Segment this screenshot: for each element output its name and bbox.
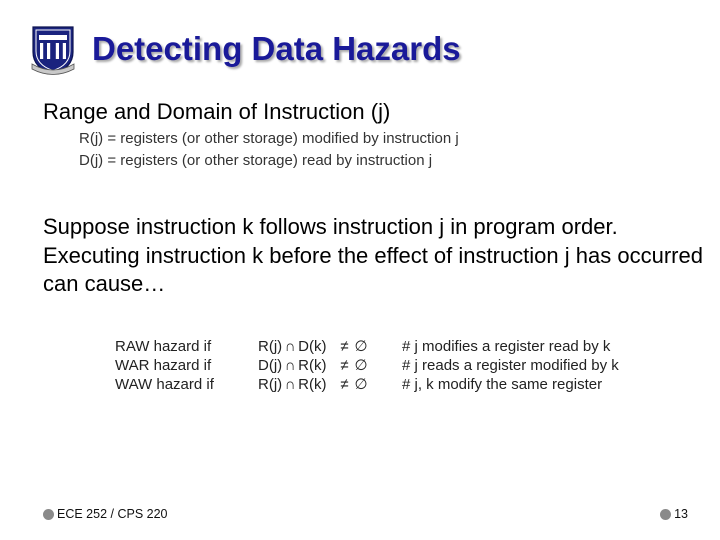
waw-hazard-label: WAW hazard if: [115, 376, 214, 393]
set-left: R(j): [258, 376, 283, 393]
set-right: R(k): [298, 376, 327, 393]
empty-set-symbol: ∅: [354, 338, 368, 355]
intersection-symbol: ∩: [284, 338, 296, 355]
waw-hazard-condition: [258, 375, 368, 394]
intersection-symbol: ∩: [284, 376, 296, 393]
intersection-symbol: ∩: [284, 357, 296, 374]
set-left: R(j): [258, 338, 283, 355]
footer-page: [660, 507, 688, 521]
slide-title: Detecting Data Hazards: [92, 30, 461, 67]
hazard-explanation: Suppose instruction k follows instruction j in program order. Executing instruction k before the effect of instruction j has occurred can cause…: [43, 214, 703, 296]
section-heading: Range and Domain of Instruction (j): [43, 99, 391, 124]
hazard-conditions: [258, 337, 368, 394]
set-right: R(k): [298, 357, 327, 374]
circle-bullet-icon: [43, 509, 54, 520]
circle-bullet-icon: [660, 509, 671, 520]
war-hazard-label: WAR hazard if: [115, 357, 212, 374]
hazard-labels: [115, 337, 214, 394]
set-right: D(k): [298, 338, 327, 355]
raw-hazard-label: RAW hazard if: [115, 338, 212, 355]
empty-set-symbol: ∅: [354, 376, 368, 393]
page-number: 13: [674, 507, 688, 521]
not-equal-symbol: ≠: [340, 357, 349, 374]
war-hazard-condition: [258, 356, 368, 375]
war-hazard-note: # j reads a register modified by k: [402, 357, 619, 374]
definition-domain: D(j) = registers (or other storage) read by instruction j: [79, 152, 433, 169]
not-equal-symbol: ≠: [340, 338, 349, 355]
set-left: D(j): [258, 357, 283, 374]
raw-hazard-note: # j modifies a register read by k: [402, 338, 611, 355]
waw-hazard-note: # j, k modify the same register: [402, 376, 603, 393]
course-name: ECE 252 / CPS 220: [57, 507, 168, 521]
university-shield-logo: [30, 24, 76, 76]
footer-course: [43, 507, 167, 521]
raw-hazard-condition: [258, 337, 368, 356]
definition-range: R(j) = registers (or other storage) modified by instruction j: [79, 130, 459, 147]
hazard-notes: [402, 337, 619, 394]
empty-set-symbol: ∅: [354, 357, 368, 374]
not-equal-symbol: ≠: [340, 376, 349, 393]
